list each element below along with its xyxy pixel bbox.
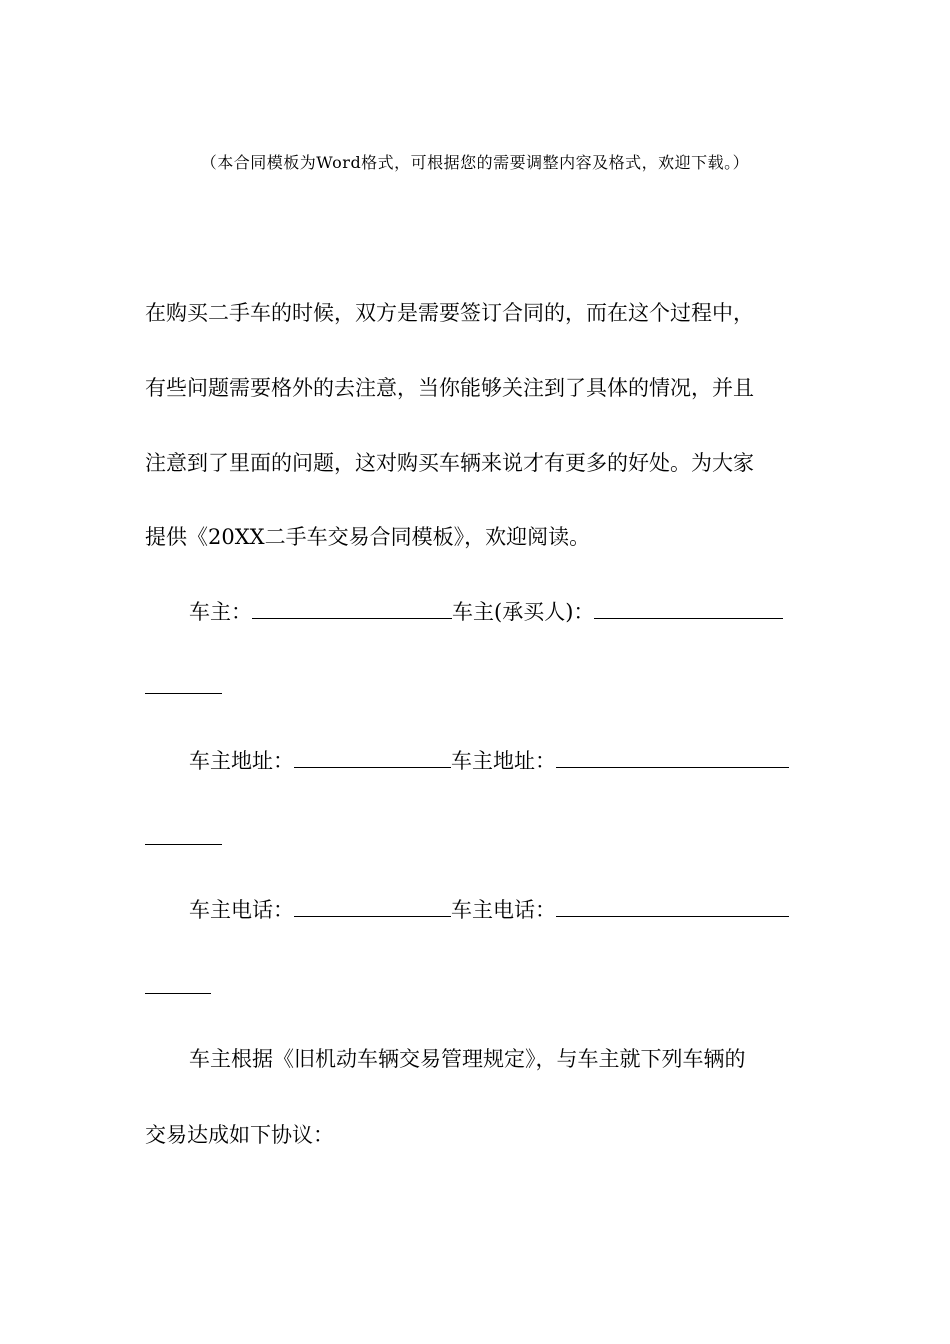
agreement-line-2: 交易达成如下协议： — [145, 1123, 334, 1147]
phone-row — [189, 895, 789, 925]
buyer-phone-label: 车主电话： — [451, 898, 556, 922]
owner-row — [189, 597, 783, 627]
buyer-blank-continuation[interactable] — [145, 693, 222, 694]
owner-phone-blank[interactable] — [294, 896, 451, 917]
buyer-address-label: 车主地址： — [451, 749, 556, 773]
intro-line-3: 注意到了里面的问题，这对购买车辆来说才有更多的好处。为大家 — [145, 451, 754, 475]
buyer-phone-blank[interactable] — [556, 896, 789, 917]
buyer-label: 车主(承买人)： — [452, 600, 595, 624]
owner-label: 车主： — [189, 600, 252, 624]
buyer-blank[interactable] — [594, 598, 783, 619]
agreement-line-1: 车主根据《旧机动车辆交易管理规定》，与车主就下列车辆的 — [189, 1047, 746, 1071]
owner-address-blank[interactable] — [294, 747, 451, 768]
intro-line-1: 在购买二手车的时候，双方是需要签订合同的，而在这个过程中， — [145, 301, 754, 325]
address-row — [189, 746, 789, 776]
buyer-address-blank-continuation[interactable] — [145, 844, 222, 845]
owner-address-label: 车主地址： — [189, 749, 294, 773]
owner-phone-label: 车主电话： — [189, 898, 294, 922]
buyer-address-blank[interactable] — [556, 747, 789, 768]
intro-line-4: 提供《20XX二手车交易合同模板》，欢迎阅读。 — [145, 525, 591, 549]
header-note: （本合同模板为Word格式，可根据您的需要调整内容及格式，欢迎下载。） — [200, 153, 750, 172]
owner-blank[interactable] — [252, 598, 452, 619]
intro-line-2: 有些问题需要格外的去注意，当你能够关注到了具体的情况，并且 — [145, 376, 754, 400]
buyer-phone-blank-continuation[interactable] — [145, 993, 211, 994]
